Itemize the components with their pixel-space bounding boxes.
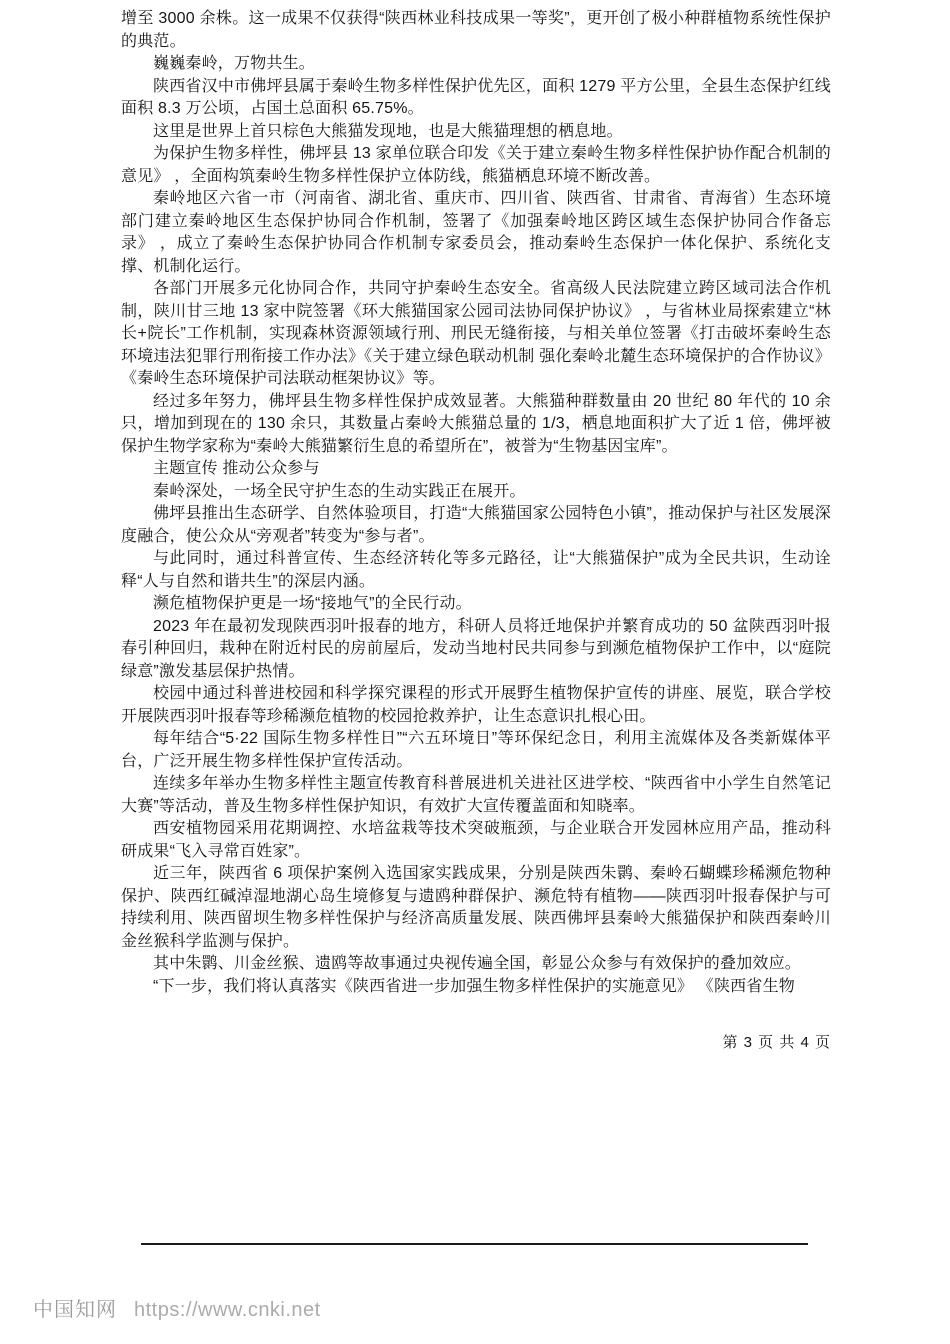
cnki-url-link[interactable]: https://www.cnki.net <box>134 1299 321 1321</box>
paragraph: 校园中通过科普进校园和科学探究课程的形式开展野生植物保护宣传的讲座、展览，联合学校开展陕西羽叶报春等珍稀濒危植物的校园抢救养护，让生态意识扎根心田。 <box>121 685 831 725</box>
section-heading: 主题宣传 推动公众参与 <box>153 460 320 477</box>
cnki-brand-text: 中国知网 <box>33 1299 117 1321</box>
footer-divider-line <box>141 1243 808 1245</box>
paragraph: 濒危植物保护更是一场“接地气”的全民行动。 <box>153 595 472 612</box>
footer <box>33 1293 321 1322</box>
paragraph: 连续多年举办生物多样性主题宣传教育科普展进机关进社区进学校、“陕西省中小学生自然笔记大赛”等活动，普及生物多样性保护知识，有效扩大宣传覆盖面和知晓率。 <box>121 775 831 815</box>
paragraph: 陕西省汉中市佛坪县属于秦岭生物多样性保护优先区，面积 1279 平方公里，全县生态保护红线面积 8.3 万公顷，占国土总面积 65.75%。 <box>121 77 831 117</box>
page-number: 第 3 页 共 4 页 <box>722 1034 831 1051</box>
paragraph: 每年结合“5·22 国际生物多样性日”“六五环境日”等环保纪念日，利用主流媒体及各类新媒体平台，广泛开展生物多样性保护宣传活动。 <box>121 730 831 770</box>
paragraph: 巍巍秦岭，万物共生。 <box>153 55 316 72</box>
paragraph: 秦岭地区六省一市（河南省、湖北省、重庆市、四川省、陕西省、甘肃省、青海省）生态环境部门建立秦岭地区生态保护协同合作机制，签署了《加强秦岭地区跨区域生态保护协同合作备忘录》 ，成立了秦岭生态保护协同合作机制专家委员会，推动秦岭生态保护一体化保护、系统化支撑、机制化运行。 <box>121 190 831 275</box>
paragraph: 其中朱鹮、川金丝猴、遗鸥等故事通过央视传遍全国，彰显公众参与有效保护的叠加效应。 <box>153 955 802 972</box>
paragraph: 经过多年努力，佛坪县生物多样性保护成效显著。大熊猫种群数量由 20 世纪 80 年代的 10 余只，增加到现在的 130 余只，其数量占秦岭大熊猫总量的 1/3，栖息地面积扩大了近 1 倍，佛坪被保护生物学家称为“秦岭大熊猫繁衍生息的希望所在”，被誉为“生物基因宝库”。 <box>121 392 831 455</box>
paragraph: 增至 3000 余株。这一成果不仅获得“陕西林业科技成果一等奖”，更开创了极小种群植物系统性保护的典范。 <box>121 10 831 50</box>
paragraph: 秦岭深处，一场全民守护生态的生动实践正在展开。 <box>153 482 526 500</box>
paragraph: 西安植物园采用花期调控、水培盆栽等技术突破瓶颈，与企业联合开发园林应用产品，推动科研成果“飞入寻常百姓家”。 <box>121 820 831 860</box>
paragraph: 与此同时，通过科普宣传、生态经济转化等多元路径，让“大熊猫保护”成为全民共识，生动诠释“人与自然和谐共生”的深层内涵。 <box>121 550 831 590</box>
paragraph: 各部门开展多元化协同合作，共同守护秦岭生态安全。省高级人民法院建立跨区域司法合作机制，陕川甘三地 13 家中院签署《环大熊猫国家公园司法协同保护协议》 ，与省林业局探索建立“林长+院长”工作机制，实现森林资源领域行刑、刑民无缝衔接，与相关单位签署《打击破坏秦岭生态环境违法犯罪行刑衔接工作办法》《关于建立绿色联动机制 强化秦岭北麓生态环境保护的合作协议》《秦岭生态环境保护司法联动框架协议》等。 <box>121 280 831 387</box>
paragraph: 这里是世界上首只棕色大熊猫发现地，也是大熊猫理想的栖息地。 <box>153 122 623 140</box>
paragraph: 为保护生物多样性，佛坪县 13 家单位联合印发《关于建立秦岭生物多样性保护协作配合机制的意见》 ，全面构筑秦岭生物多样性保护立体防线，熊猫栖息环境不断改善。 <box>121 145 831 185</box>
article-body <box>121 8 831 998</box>
paragraph: 近三年，陕西省 6 项保护案例入选国家实践成果，分别是陕西朱鹮、秦岭石蝴蝶珍稀濒危物种保护、陕西红碱淖湿地湖心岛生境修复与遗鸥种群保护、濒危特有植物——陕西羽叶报春保护与可持续利用、陕西留坝生物多样性保护与经济高质量发展、陕西佛坪县秦岭大熊猫保护和陕西秦岭川金丝猴科学监测与保护。 <box>121 865 831 950</box>
paragraph: 2023 年在最初发现陕西羽叶报春的地方，科研人员将迁地保护并繁育成功的 50 盆陕西羽叶报春引种回归，栽种在附近村民的房前屋后，发动当地村民共同参与到濒危植物保护工作中，以“庭院绿意”激发基层保护热情。 <box>121 617 831 680</box>
paragraph: “下一步，我们将认真落实《陕西省进一步加强生物多样性保护的实施意见》 《陕西省生物 <box>153 977 795 995</box>
paragraph: 佛坪县推出生态研学、自然体验项目，打造“大熊猫国家公园特色小镇”，推动保护与社区发展深度融合，使公众从“旁观者”转变为“参与者”。 <box>121 505 831 545</box>
